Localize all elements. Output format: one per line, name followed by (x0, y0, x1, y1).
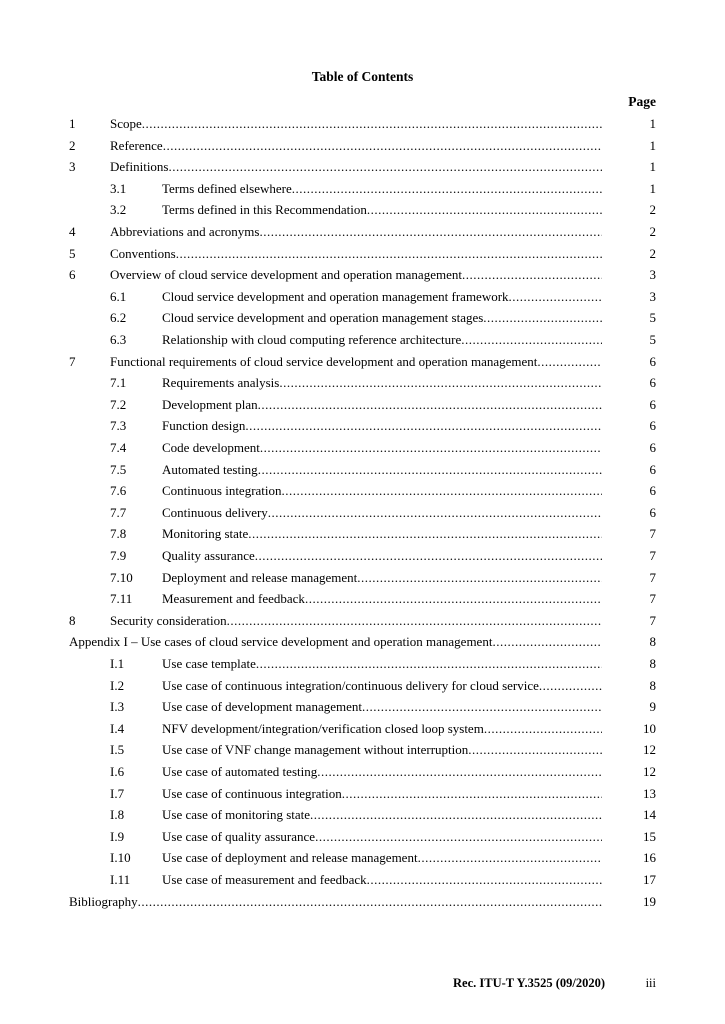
toc-entry-page: 15 (643, 828, 656, 844)
toc-entry-page: 7 (649, 526, 656, 542)
dot-leader (256, 655, 602, 673)
toc-entry[interactable] (0, 331, 725, 349)
toc-entry-page: 6 (649, 418, 656, 434)
toc-entry-page: 3 (649, 288, 656, 304)
toc-entry-title: Code development (162, 440, 260, 455)
toc-entry-title: Quality assurance (162, 548, 255, 563)
toc-entry-leader (162, 461, 602, 479)
toc-entry-page: 6 (649, 353, 656, 369)
toc-entry-number: I.10 (110, 850, 131, 866)
toc-entry[interactable] (0, 482, 725, 500)
toc-entry-leader (162, 698, 602, 716)
dot-leader (310, 806, 602, 824)
toc-entry-number: I.5 (110, 742, 125, 758)
dot-leader (169, 158, 603, 176)
toc-entry-title: Use case of deployment and release management (162, 850, 418, 866)
toc-entry-number: 7.10 (110, 569, 133, 585)
toc-entry-title: Monitoring state (162, 526, 249, 542)
toc-entry[interactable] (0, 396, 725, 414)
toc-entry-number: 6.2 (110, 310, 127, 326)
toc-entry-page: 7 (649, 612, 656, 628)
toc-entry-page: 1 (649, 180, 656, 196)
toc-entry-leader (162, 396, 602, 414)
toc-entry-page: 12 (643, 764, 656, 779)
toc-entry-title: Automated testing (162, 461, 258, 477)
toc-entry[interactable] (0, 569, 725, 587)
toc-entry-page: 6 (649, 375, 656, 391)
toc-entry-number: 7.11 (110, 591, 133, 607)
toc-entry-title: Deployment and release management (162, 569, 358, 585)
toc-entry-number: 3.2 (110, 202, 127, 218)
dot-leader (342, 785, 602, 803)
toc-entry-page: 10 (643, 720, 656, 736)
toc-entry-page: 9 (649, 699, 656, 715)
toc-entry[interactable] (0, 698, 725, 716)
toc-entry-leader (162, 180, 602, 198)
toc-entry-leader (162, 417, 602, 435)
toc-entry-leader (162, 590, 602, 608)
toc-entry-title: Use case of measurement and feedback (162, 872, 367, 887)
toc-entry-leader (162, 569, 602, 587)
toc-entry[interactable] (0, 633, 725, 651)
toc-entry[interactable] (0, 158, 725, 176)
dot-leader (259, 223, 602, 241)
toc-entry-title: Use case of VNF change management without interruption (162, 742, 469, 758)
toc-entry[interactable] (0, 288, 725, 306)
toc-entry[interactable] (0, 223, 725, 241)
toc-entry-number: 7.4 (110, 440, 127, 455)
toc-entry-leader (110, 612, 602, 630)
toc-entry-number: I.2 (110, 677, 125, 693)
footer-recommendation: Rec. ITU-T Y.3525 (09/2020) (453, 976, 605, 990)
toc-entry-leader (162, 828, 602, 846)
toc-entry-number: I.11 (110, 872, 131, 887)
toc-entry-title: Abbreviations and acronyms (110, 224, 260, 239)
toc-entry-page: 19 (643, 893, 656, 909)
toc-entry-leader (162, 741, 602, 759)
toc-entry-number: 7.3 (110, 418, 127, 434)
toc-entry-number: 3.1 (110, 180, 127, 196)
toc-entry-title: Cloud service development and operation management framework (162, 288, 509, 304)
toc-entry[interactable] (0, 266, 725, 284)
dot-leader (292, 180, 602, 198)
dot-leader (268, 504, 602, 522)
toc-title: Table of Contents (311, 69, 414, 84)
toc-entry[interactable] (0, 201, 725, 219)
toc-entry-title: Conventions (110, 245, 176, 261)
toc-entry-page: 8 (649, 656, 656, 671)
toc-entry-leader (162, 763, 602, 781)
toc-entry-number: I.1 (110, 656, 125, 671)
toc-entry-number: I.4 (110, 720, 125, 736)
dot-leader (138, 893, 602, 911)
toc-entry-page: 8 (649, 634, 656, 650)
toc-entry[interactable] (0, 806, 725, 824)
toc-entry-page: 1 (649, 116, 656, 131)
toc-entry-title: Requirements analysis (162, 375, 280, 391)
toc-entry-title: Reference (110, 137, 163, 153)
dot-leader (176, 245, 602, 263)
toc-entry-leader (162, 504, 602, 522)
toc-entry-leader (110, 115, 602, 133)
dot-leader (258, 396, 602, 414)
toc-entry-leader (162, 720, 602, 738)
toc-entry[interactable] (0, 309, 725, 327)
toc-entry-leader (69, 633, 602, 651)
dot-leader (492, 633, 602, 651)
toc-entry[interactable] (0, 461, 725, 479)
toc-entry[interactable] (0, 115, 725, 133)
toc-entry-page: 14 (643, 807, 656, 823)
toc-entry-leader (162, 547, 602, 565)
dot-leader (255, 547, 602, 565)
toc-entry-title: Relationship with cloud computing reference architecture (162, 332, 462, 347)
toc-entry-page: 5 (649, 310, 656, 326)
toc-entry-leader (69, 893, 602, 911)
dot-leader (305, 590, 602, 608)
toc-entry-leader (162, 785, 602, 803)
toc-entry-leader (162, 482, 602, 500)
toc-entry[interactable] (0, 525, 725, 543)
dot-leader (258, 461, 602, 479)
toc-entry-leader (110, 266, 602, 284)
toc-entry-leader (162, 288, 602, 306)
toc-entry[interactable] (0, 871, 725, 889)
toc-entry-page: 5 (649, 332, 656, 347)
toc-entry[interactable] (0, 504, 725, 522)
toc-entry-page: 6 (649, 396, 656, 412)
toc-entry-leader (162, 201, 602, 219)
toc-entry-number: 4 (69, 224, 76, 239)
toc-entry-leader (162, 439, 602, 457)
dot-leader (509, 288, 602, 306)
toc-entry-title: NFV development/integration/verification closed loop system (162, 720, 484, 736)
toc-entry-title: Use case template (162, 656, 256, 671)
dot-leader (537, 353, 602, 371)
toc-entry-page: 2 (649, 224, 656, 239)
toc-entry-page: 6 (649, 461, 656, 477)
toc-entry-leader (110, 158, 602, 176)
toc-entry-title: Continuous delivery (162, 504, 268, 520)
toc-entry-number: 7.9 (110, 548, 127, 563)
toc-entry-title: Appendix I – Use cases of cloud service development and operation management (69, 634, 493, 650)
toc-entry[interactable] (0, 353, 725, 371)
toc-entry[interactable] (0, 590, 725, 608)
toc-entry-page: 7 (649, 591, 656, 607)
page-column-header: Page (628, 94, 656, 109)
dot-leader (163, 137, 602, 155)
dot-leader (260, 439, 602, 457)
toc-entry-title: Definitions (110, 159, 169, 175)
toc-entry-title: Functional requirements of cloud service development and operation management (110, 353, 538, 369)
toc-entry-title: Overview of cloud service development and operation management (110, 267, 462, 283)
toc-entry-number: 5 (69, 245, 76, 261)
toc-entry[interactable] (0, 374, 725, 392)
toc-entry[interactable] (0, 720, 725, 738)
toc-entry-leader (162, 871, 602, 889)
toc-entry-title: Scope (110, 116, 142, 131)
toc-entry[interactable] (0, 828, 725, 846)
toc-entry-page: 7 (649, 548, 656, 563)
toc-entry-title: Measurement and feedback (162, 591, 305, 607)
toc-entry-title: Cloud service development and operation management stages (162, 310, 484, 326)
toc-entry[interactable] (0, 417, 725, 435)
toc-entry-number: 7.6 (110, 483, 127, 499)
dot-leader (317, 763, 602, 781)
dot-leader (315, 828, 602, 846)
toc-entry-number: 6.3 (110, 332, 127, 347)
toc-entry-number: 7.2 (110, 396, 127, 412)
toc-entry-number: 1 (69, 116, 76, 131)
toc-entry-number: I.7 (110, 785, 125, 801)
toc-entry-number: I.6 (110, 764, 125, 779)
toc-entry-title: Terms defined elsewhere (162, 180, 292, 196)
dot-leader (245, 417, 602, 435)
toc-entry-title: Continuous integration (162, 483, 282, 499)
dot-leader (484, 720, 602, 738)
toc-entry-number: 6 (69, 267, 76, 283)
toc-entry[interactable] (0, 677, 725, 695)
dot-leader (418, 849, 602, 867)
toc-entry-title: Bibliography (69, 893, 138, 909)
toc-entry-number: 3 (69, 159, 76, 175)
toc-entry[interactable] (0, 849, 725, 867)
toc-entry-leader (110, 245, 602, 263)
dot-leader (282, 482, 602, 500)
dot-leader (461, 331, 602, 349)
toc-entry-page: 1 (649, 137, 656, 153)
toc-entry-number: 7.5 (110, 461, 127, 477)
toc-entry-page: 13 (643, 785, 656, 801)
toc-entry-leader (110, 137, 602, 155)
dot-leader (462, 266, 602, 284)
toc-entry[interactable] (0, 763, 725, 781)
toc-entry-page: 2 (649, 245, 656, 261)
toc-entry-number: I.8 (110, 807, 125, 823)
toc-entry-leader (162, 374, 602, 392)
toc-entry-number: I.3 (110, 699, 125, 715)
toc-entry-title: Development plan (162, 396, 258, 412)
toc-entry[interactable] (0, 137, 725, 155)
toc-entry-title: Use case of continuous integration/continuous delivery for cloud service (162, 677, 539, 693)
toc-entry-page: 2 (649, 202, 656, 218)
toc-entry-page: 3 (649, 267, 656, 283)
toc-entry-leader (110, 223, 602, 241)
toc-entry-leader (110, 353, 602, 371)
dot-leader (367, 871, 602, 889)
toc-entry-page: 6 (649, 440, 656, 455)
toc-entry-leader (162, 806, 602, 824)
dot-leader (142, 115, 602, 133)
toc-entry-leader (162, 849, 602, 867)
dot-leader (468, 741, 602, 759)
toc-entry-title: Terms defined in this Recommendation (162, 202, 367, 218)
toc-entry[interactable] (0, 180, 725, 198)
toc-entry-number: 7.8 (110, 526, 127, 542)
toc-entry[interactable] (0, 439, 725, 457)
toc-entry[interactable] (0, 785, 725, 803)
toc-entry-title: Security consideration (110, 612, 227, 628)
toc-entry[interactable] (0, 741, 725, 759)
dot-leader (362, 698, 602, 716)
toc-entry-title: Use case of continuous integration (162, 785, 342, 801)
toc-entry-number: 7.1 (110, 375, 127, 391)
dot-leader (357, 569, 602, 587)
toc-entry-leader (162, 309, 602, 327)
dot-leader (227, 612, 602, 630)
toc-entry-page: 12 (643, 742, 656, 758)
toc-entry-number: 2 (69, 137, 76, 153)
toc-entry-title: Use case of quality assurance (162, 828, 316, 844)
toc-entry-leader (162, 677, 602, 695)
toc-entry-title: Function design (162, 418, 246, 434)
toc-entry[interactable] (0, 547, 725, 565)
toc-entry-leader (162, 655, 602, 673)
toc-entry-number: 7 (69, 353, 76, 369)
toc-entry-page: 1 (649, 159, 656, 175)
toc-entry-page: 16 (643, 850, 656, 866)
footer-page-number: iii (645, 976, 656, 990)
dot-leader (539, 677, 602, 695)
toc-entry-leader (162, 331, 602, 349)
toc-entry[interactable] (0, 245, 725, 263)
toc-entry-number: 7.7 (110, 504, 127, 520)
dot-leader (248, 525, 602, 543)
toc-entry-page: 17 (643, 872, 656, 887)
toc-entry-page: 7 (649, 569, 656, 585)
dot-leader (279, 374, 602, 392)
toc-entry-title: Use case of development management (162, 699, 362, 715)
toc-entry[interactable] (0, 655, 725, 673)
toc-entry-page: 6 (649, 483, 656, 499)
toc-entry-title: Use case of monitoring state (162, 807, 311, 823)
toc-entry-title: Use case of automated testing (162, 764, 318, 779)
toc-entry-number: 6.1 (110, 288, 127, 304)
toc-entry-page: 8 (649, 677, 656, 693)
toc-entry-leader (162, 525, 602, 543)
toc-entry-number: I.9 (110, 828, 125, 844)
toc-entry-number: 8 (69, 612, 76, 628)
toc-entry[interactable] (0, 612, 725, 630)
dot-leader (483, 309, 602, 327)
toc-entry[interactable] (0, 893, 725, 911)
toc-entry-page: 6 (649, 504, 656, 520)
dot-leader (367, 201, 602, 219)
